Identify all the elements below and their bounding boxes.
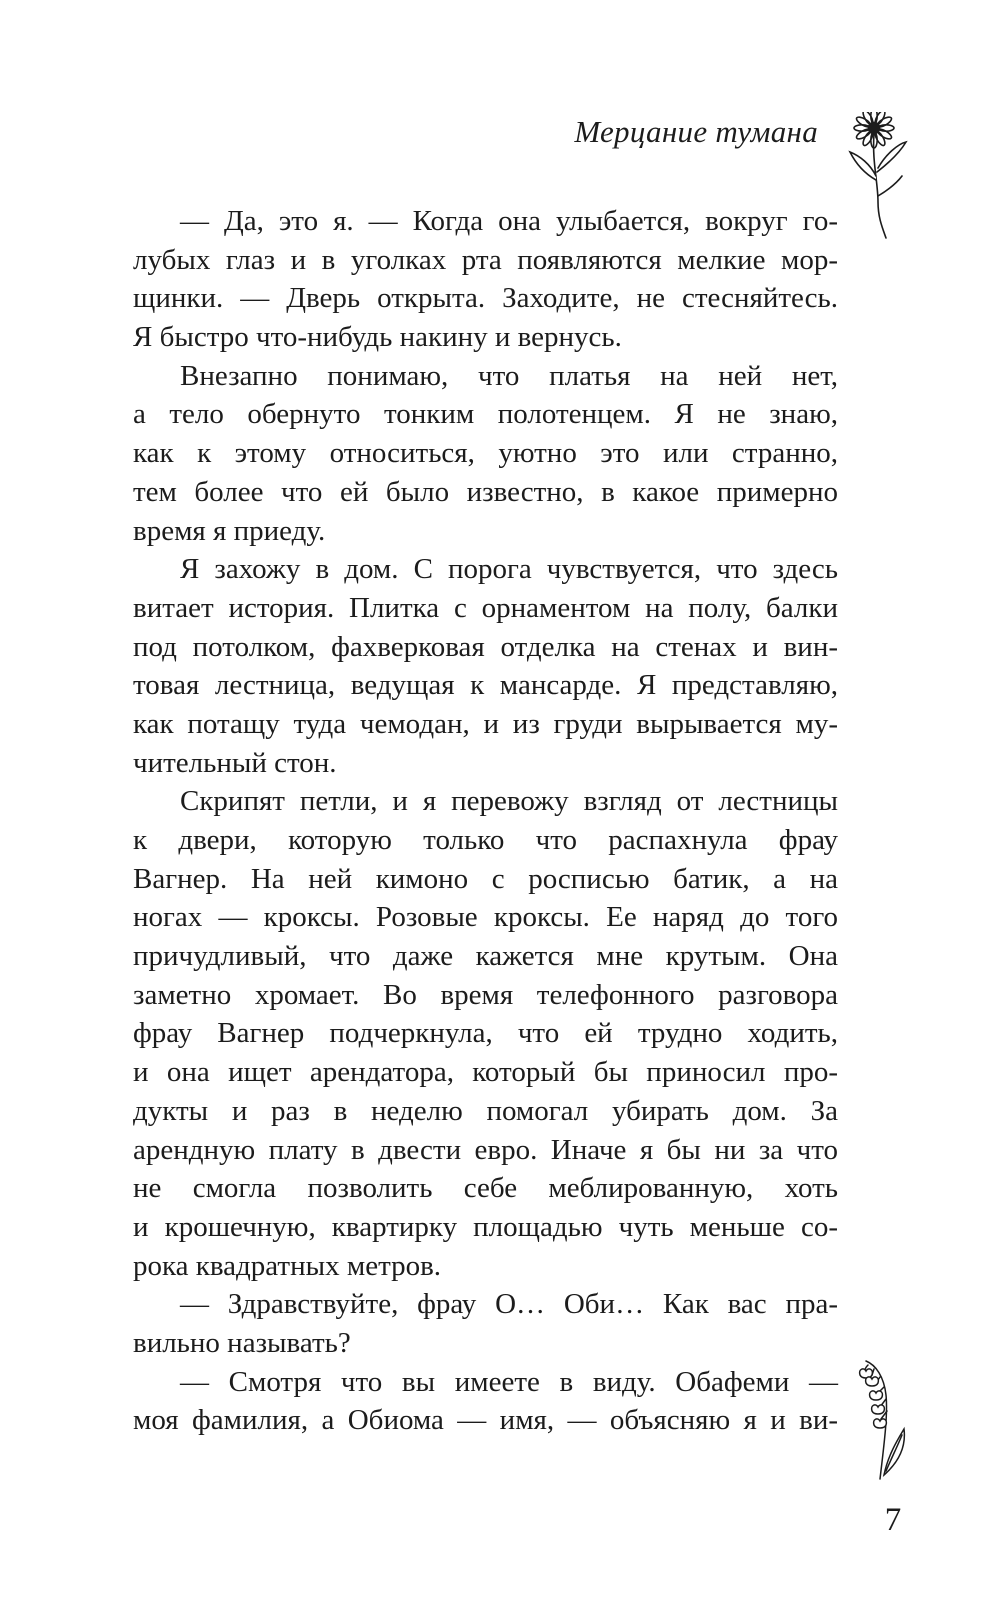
text-line: как к этому относиться, уютно это или странно, — [133, 437, 838, 470]
text-line: Вагнер. На ней кимоно с росписью батик, а на — [133, 862, 838, 895]
text-line: Внезапно понимаю, что платья на ней нет, — [180, 359, 838, 392]
text-line: заметно хромает. Во время телефонного разговора — [133, 978, 838, 1011]
daisy-flower-icon — [848, 112, 912, 240]
text-line: тем более что ей было известно, в какое примерно — [133, 475, 838, 508]
text-line: и она ищет арендатора, который бы приносил про- — [133, 1056, 838, 1089]
text-line: — Здравствуйте, фрау О… Оби… Как вас пра- — [180, 1288, 838, 1321]
text-line: — Смотря что вы имеете в виду. Обафеми — — [180, 1365, 838, 1398]
text-line: Я быстро что-нибудь накину и вернусь. — [133, 321, 622, 354]
text-line: — Да, это я. — Когда она улыбается, вокруг го- — [180, 205, 838, 237]
text-line: рока квадратных метров. — [133, 1249, 442, 1282]
page-number: 7 — [884, 1502, 902, 1538]
text-line: дукты и раз в неделю помогал убирать дом. За — [133, 1094, 838, 1127]
text-line: под потолком, фахверковая отделка на стенах и вин- — [133, 630, 838, 663]
text-line: чительный стон. — [133, 746, 337, 779]
text-line: как потащу туда чемодан, и из груди вырывается му- — [133, 707, 838, 740]
text-line: товая лестница, ведущая к мансарде. Я представляю, — [133, 669, 838, 702]
text-line: моя фамилия, а Обиома — имя, — объясняю я и ви- — [133, 1404, 838, 1437]
text-line: витает история. Плитка с орнаментом на полу, балки — [133, 591, 838, 624]
text-line: время я приеду. — [133, 514, 326, 547]
body-text — [133, 202, 838, 1440]
text-line: а тело обернуто тонким полотенцем. Я не знаю, — [133, 398, 838, 431]
text-line: арендную плату в двести евро. Иначе я бы ни за что — [133, 1133, 838, 1166]
text-line: Скрипят петли, и я перевожу взгляд от лестницы — [180, 785, 838, 818]
running-title: Мерцание тумана — [574, 114, 818, 149]
text-line: причудливый, что даже кажется мне крутым. Она — [133, 940, 838, 973]
text-line: ногах — кроксы. Розовые кроксы. Ее наряд до того — [133, 901, 838, 934]
text-line: вильно называть? — [133, 1326, 351, 1359]
text-line: щинки. — Дверь открыта. Заходите, не стесняйтесь. — [133, 282, 838, 315]
text-line: фрау Вагнер подчеркнула, что ей трудно ходить, — [133, 1017, 838, 1050]
text-line: Я захожу в дом. С порога чувствуется, что здесь — [180, 553, 838, 586]
text-line: и крошечную, квартирку площадью чуть меньше со- — [133, 1210, 838, 1243]
text-line: лубых глаз и в уголках рта появляются мелкие мор- — [133, 243, 838, 276]
text-line: к двери, которую только что распахнула фрау — [133, 824, 838, 856]
lily-of-the-valley-icon — [854, 1355, 910, 1483]
text-line: не смогла позволить себе меблированную, хоть — [133, 1172, 838, 1205]
